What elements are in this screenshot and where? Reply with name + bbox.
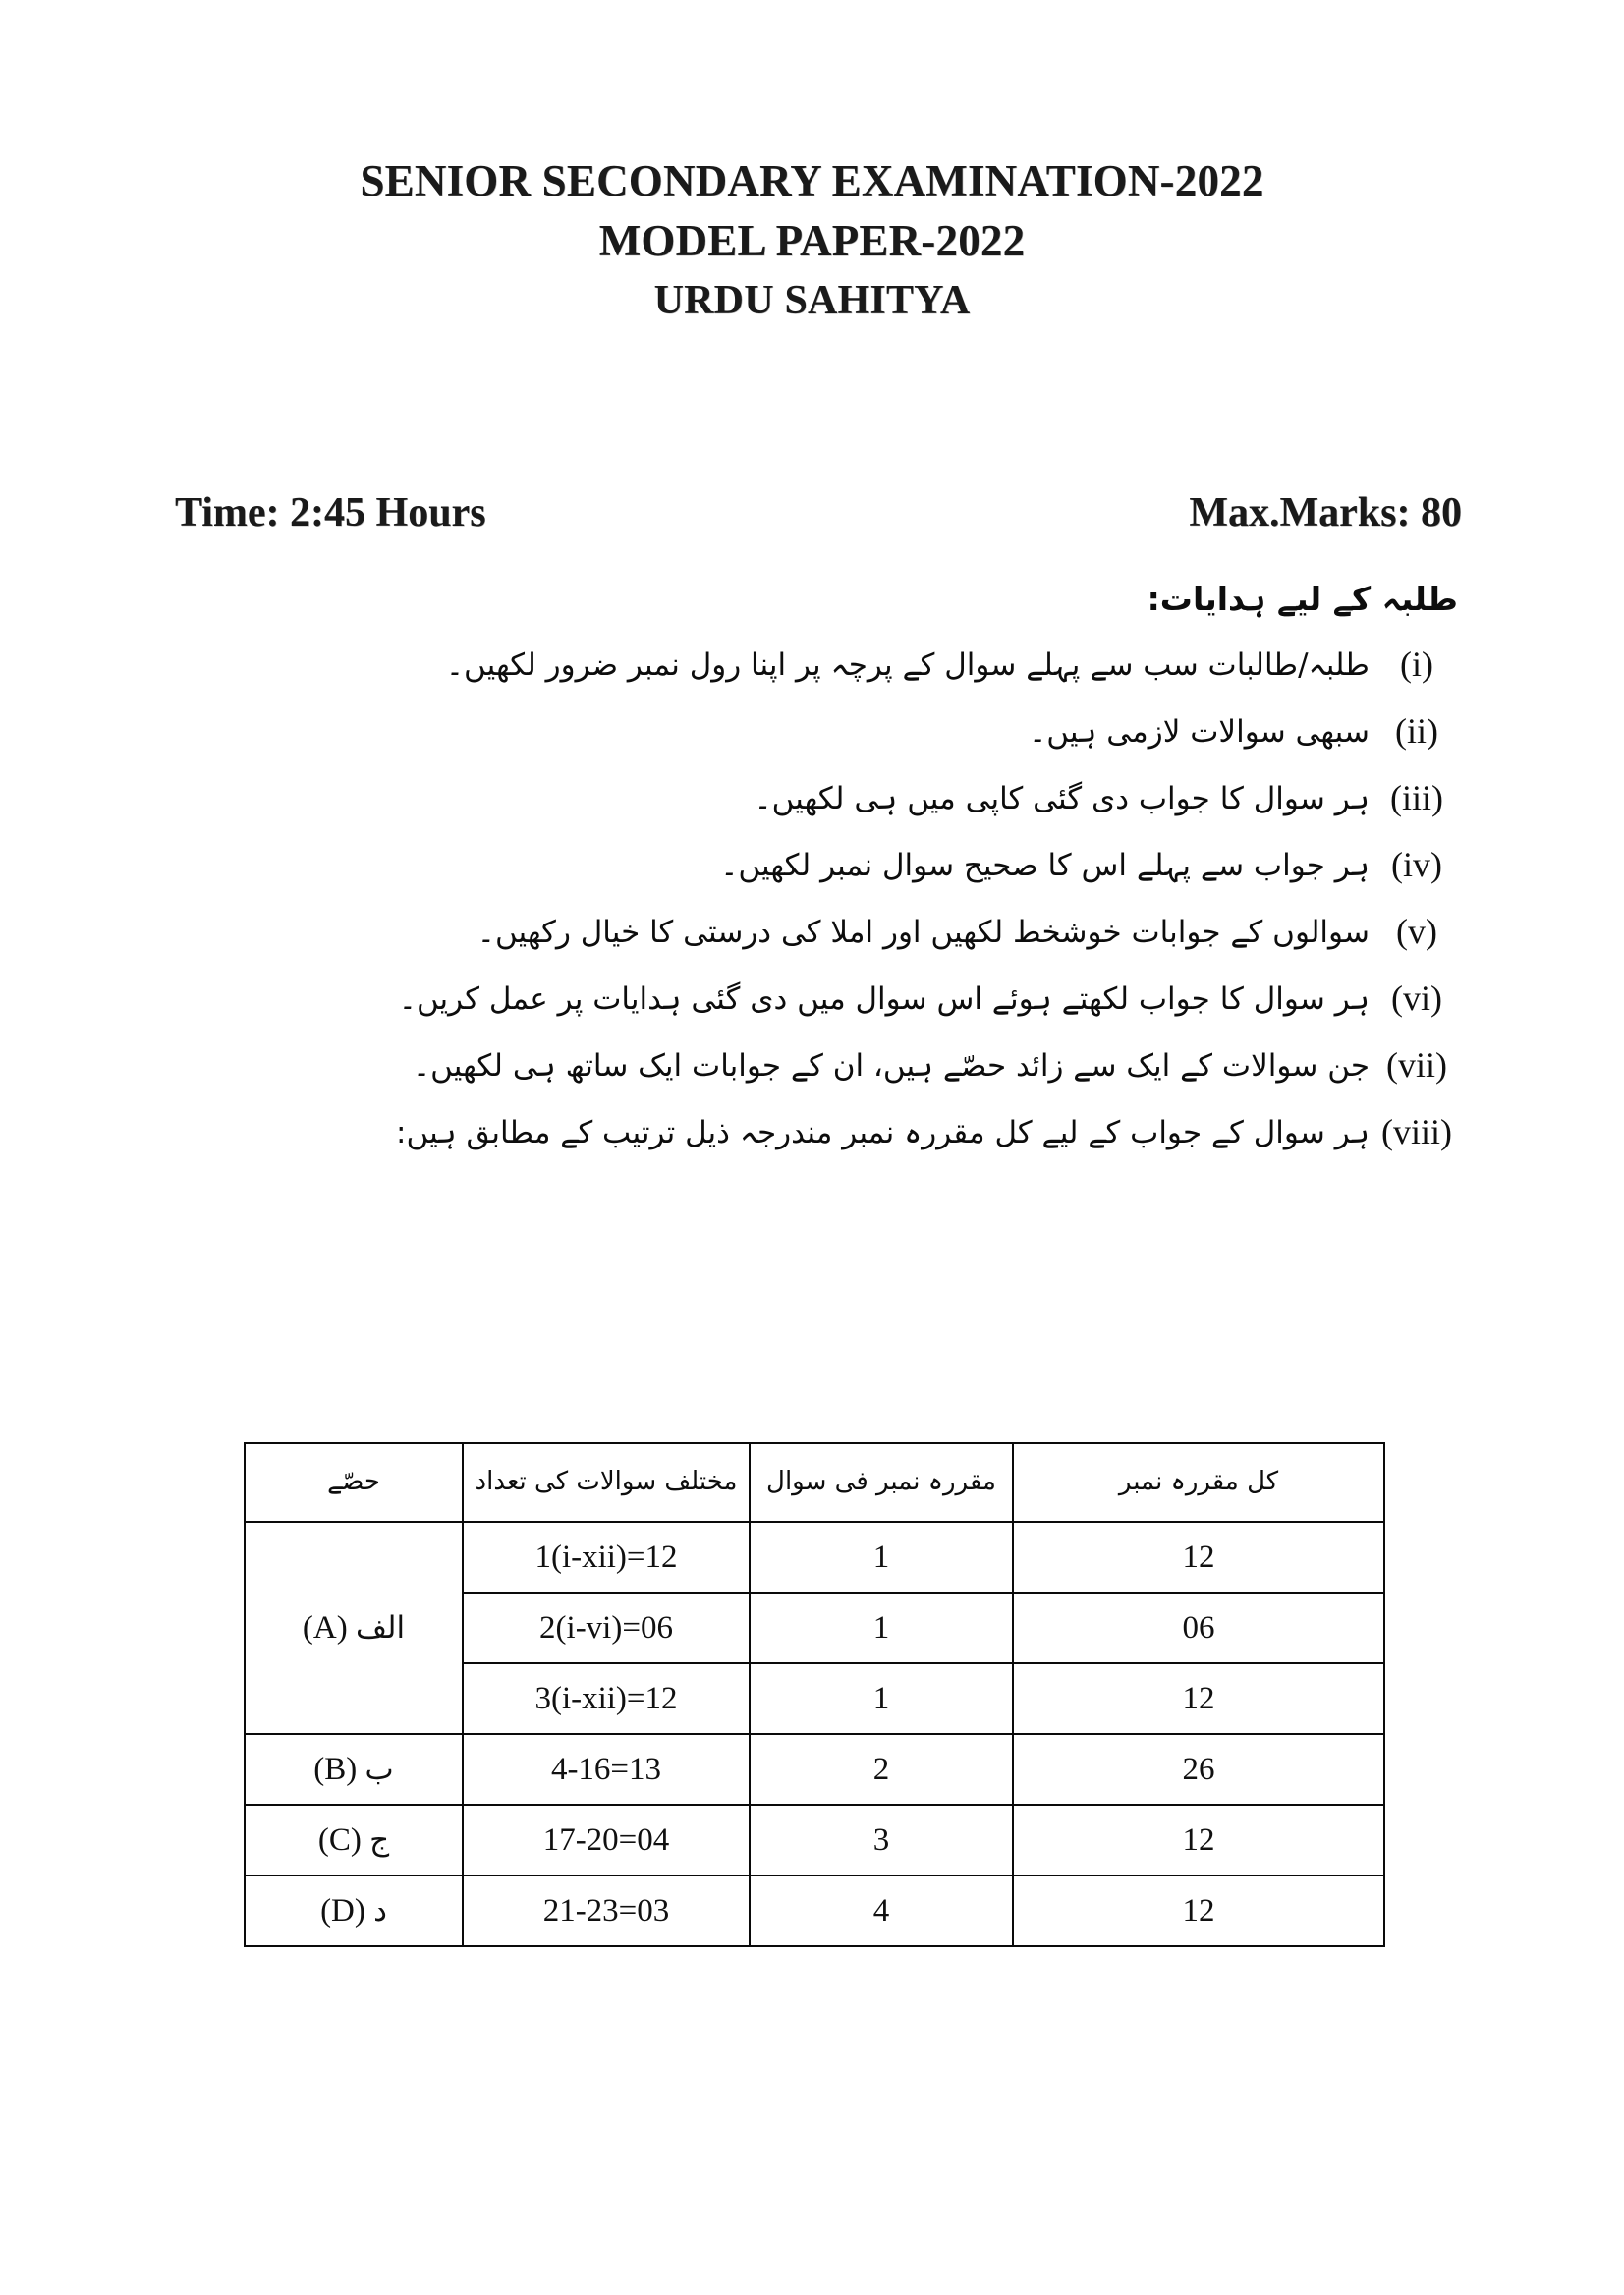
table-row (245, 1734, 1384, 1805)
cell-total-marks (1013, 1734, 1384, 1805)
cell-question-count-value: 4-16=13 (550, 1751, 662, 1787)
cell-total-marks-value: 12 (1182, 1539, 1215, 1575)
instruction-marker: (v) (1396, 911, 1437, 951)
cell-total-marks-value: 26 (1182, 1751, 1215, 1787)
cell-total-marks-value: 12 (1182, 1821, 1215, 1858)
cell-section (245, 1522, 463, 1734)
instruction-text: ہر سوال کا جواب لکھتے ہوئے اس سوال میں دی گئی ہدایات پر عمل کریں۔ (398, 980, 1370, 1017)
instructions-block (236, 578, 1464, 1174)
cell-question-count (463, 1805, 750, 1875)
marks-distribution-table (244, 1442, 1385, 1947)
cell-total-marks (1013, 1593, 1384, 1663)
header-total-marks (1013, 1443, 1384, 1522)
cell-marks-per-question-value: 4 (872, 1892, 890, 1929)
cell-section-value (246, 1752, 462, 1788)
cell-marks-per-question (750, 1734, 1013, 1805)
section-label-latin: (D) (320, 1892, 365, 1929)
cell-total-marks-value: 06 (1182, 1609, 1215, 1646)
marks-table-head (245, 1443, 1384, 1522)
instruction-text: طلبہ/طالبات سب سے پہلے سوال کے پرچہ پر اپنا رول نمبر ضرور لکھیں۔ (445, 646, 1370, 683)
header-marks-per-question (750, 1443, 1013, 1522)
cell-marks-per-question-value: 3 (872, 1821, 890, 1858)
section-label-urdu: ج (369, 1821, 390, 1858)
marks-table-container (244, 1442, 1383, 1947)
instruction-item (236, 907, 1464, 954)
instruction-item (236, 706, 1464, 754)
instruction-item (236, 1040, 1464, 1088)
cell-section (245, 1805, 463, 1875)
header-section-label: حصّے (327, 1467, 380, 1497)
cell-question-count-value: 17-20=04 (542, 1821, 670, 1858)
cell-marks-per-question-value: 2 (872, 1751, 890, 1787)
instruction-item (236, 640, 1464, 687)
instructions-list (236, 640, 1464, 1155)
cell-question-count (463, 1593, 750, 1663)
cell-question-count (463, 1734, 750, 1805)
cell-section (245, 1734, 463, 1805)
header-total-marks-label: کل مقررہ نمبر (1118, 1467, 1279, 1497)
cell-marks-per-question-value: 1 (872, 1609, 890, 1646)
cell-question-count (463, 1875, 750, 1946)
cell-total-marks (1013, 1522, 1384, 1593)
instruction-marker: (ii) (1395, 710, 1438, 751)
cell-section-value (246, 1822, 462, 1859)
cell-section-value (246, 1610, 462, 1647)
cell-marks-per-question (750, 1593, 1013, 1663)
section-label-latin: (A) (302, 1609, 348, 1646)
marks-table-body (245, 1522, 1384, 1946)
instruction-text: جن سوالات کے ایک سے زائد حصّے ہیں، ان کے جوابات ایک ساتھ ہی لکھیں۔ (413, 1048, 1370, 1085)
table-header-row (245, 1443, 1384, 1522)
max-marks: Max.Marks: 80 (1189, 490, 1462, 535)
cell-marks-per-question (750, 1875, 1013, 1946)
instruction-text: سبھی سوالات لازمی ہیں۔ (1029, 713, 1370, 750)
table-row (245, 1522, 1384, 1593)
instruction-text: ہر جواب سے پہلے اس کا صحیح سوال نمبر لکھیں۔ (720, 847, 1370, 883)
instruction-item (236, 840, 1464, 887)
cell-marks-per-question-value: 1 (872, 1680, 890, 1716)
exam-title: SENIOR SECONDARY EXAMINATION-2022 (360, 156, 1264, 205)
cell-question-count-value: 21-23=03 (542, 1892, 670, 1929)
section-label-urdu: د (373, 1892, 387, 1929)
instruction-text: ہر سوال کا جواب دی گئی کاپی میں ہی لکھیں۔ (754, 780, 1370, 816)
section-label-urdu: ب (364, 1751, 394, 1787)
cell-total-marks (1013, 1875, 1384, 1946)
instruction-text: سوالوں کے جوابات خوشخط لکھیں اور املا کی درستی کا خیال رکھیں۔ (476, 914, 1370, 950)
section-label-latin: (C) (317, 1821, 362, 1858)
instruction-marker: (vi) (1391, 978, 1442, 1018)
exam-meta-row (175, 489, 1462, 536)
cell-question-count (463, 1663, 750, 1734)
cell-section (245, 1875, 463, 1946)
instruction-marker: (iv) (1391, 844, 1442, 884)
section-label-latin: (B) (313, 1751, 358, 1787)
model-paper-title: MODEL PAPER-2022 (598, 216, 1026, 266)
cell-marks-per-question (750, 1805, 1013, 1875)
cell-marks-per-question (750, 1663, 1013, 1734)
masthead (0, 155, 1624, 326)
time-allowed: Time: 2:45 Hours (175, 490, 486, 535)
header-section (245, 1443, 463, 1522)
instruction-text: ہر سوال کے جواب کے لیے کل مقررہ نمبر مندرجہ ذیل ترتیب کے مطابق ہیں: (396, 1115, 1370, 1151)
cell-marks-per-question-value: 1 (872, 1539, 890, 1575)
instructions-heading: طلبہ کے لیے ہدایات: (1147, 580, 1458, 618)
header-question-count-label: مختلف سوالات کی تعداد (475, 1467, 738, 1497)
cell-question-count-value: 3(i-xii)=12 (534, 1680, 678, 1716)
cell-total-marks (1013, 1805, 1384, 1875)
cell-section-value (246, 1893, 462, 1930)
instruction-item (236, 1107, 1464, 1154)
cell-total-marks-value: 12 (1182, 1892, 1215, 1929)
instruction-marker: (viii) (1381, 1112, 1452, 1152)
cell-question-count-value: 2(i-vi)=06 (539, 1609, 673, 1646)
instruction-marker: (iii) (1390, 777, 1443, 817)
instruction-marker: (i) (1400, 644, 1433, 684)
cell-question-count (463, 1522, 750, 1593)
section-label-urdu: الف (355, 1609, 406, 1646)
cell-marks-per-question (750, 1522, 1013, 1593)
header-marks-per-question-label: مقررہ نمبر فی سوال (766, 1467, 996, 1497)
instruction-item (236, 773, 1464, 820)
table-row (245, 1875, 1384, 1946)
table-row (245, 1805, 1384, 1875)
header-question-count (463, 1443, 750, 1522)
instruction-item (236, 974, 1464, 1021)
subject-title: URDU SAHITYA (653, 278, 971, 324)
instruction-marker: (vii) (1386, 1045, 1447, 1086)
cell-question-count-value: 1(i-xii)=12 (534, 1539, 678, 1575)
cell-total-marks-value: 12 (1182, 1680, 1215, 1716)
cell-total-marks (1013, 1663, 1384, 1734)
